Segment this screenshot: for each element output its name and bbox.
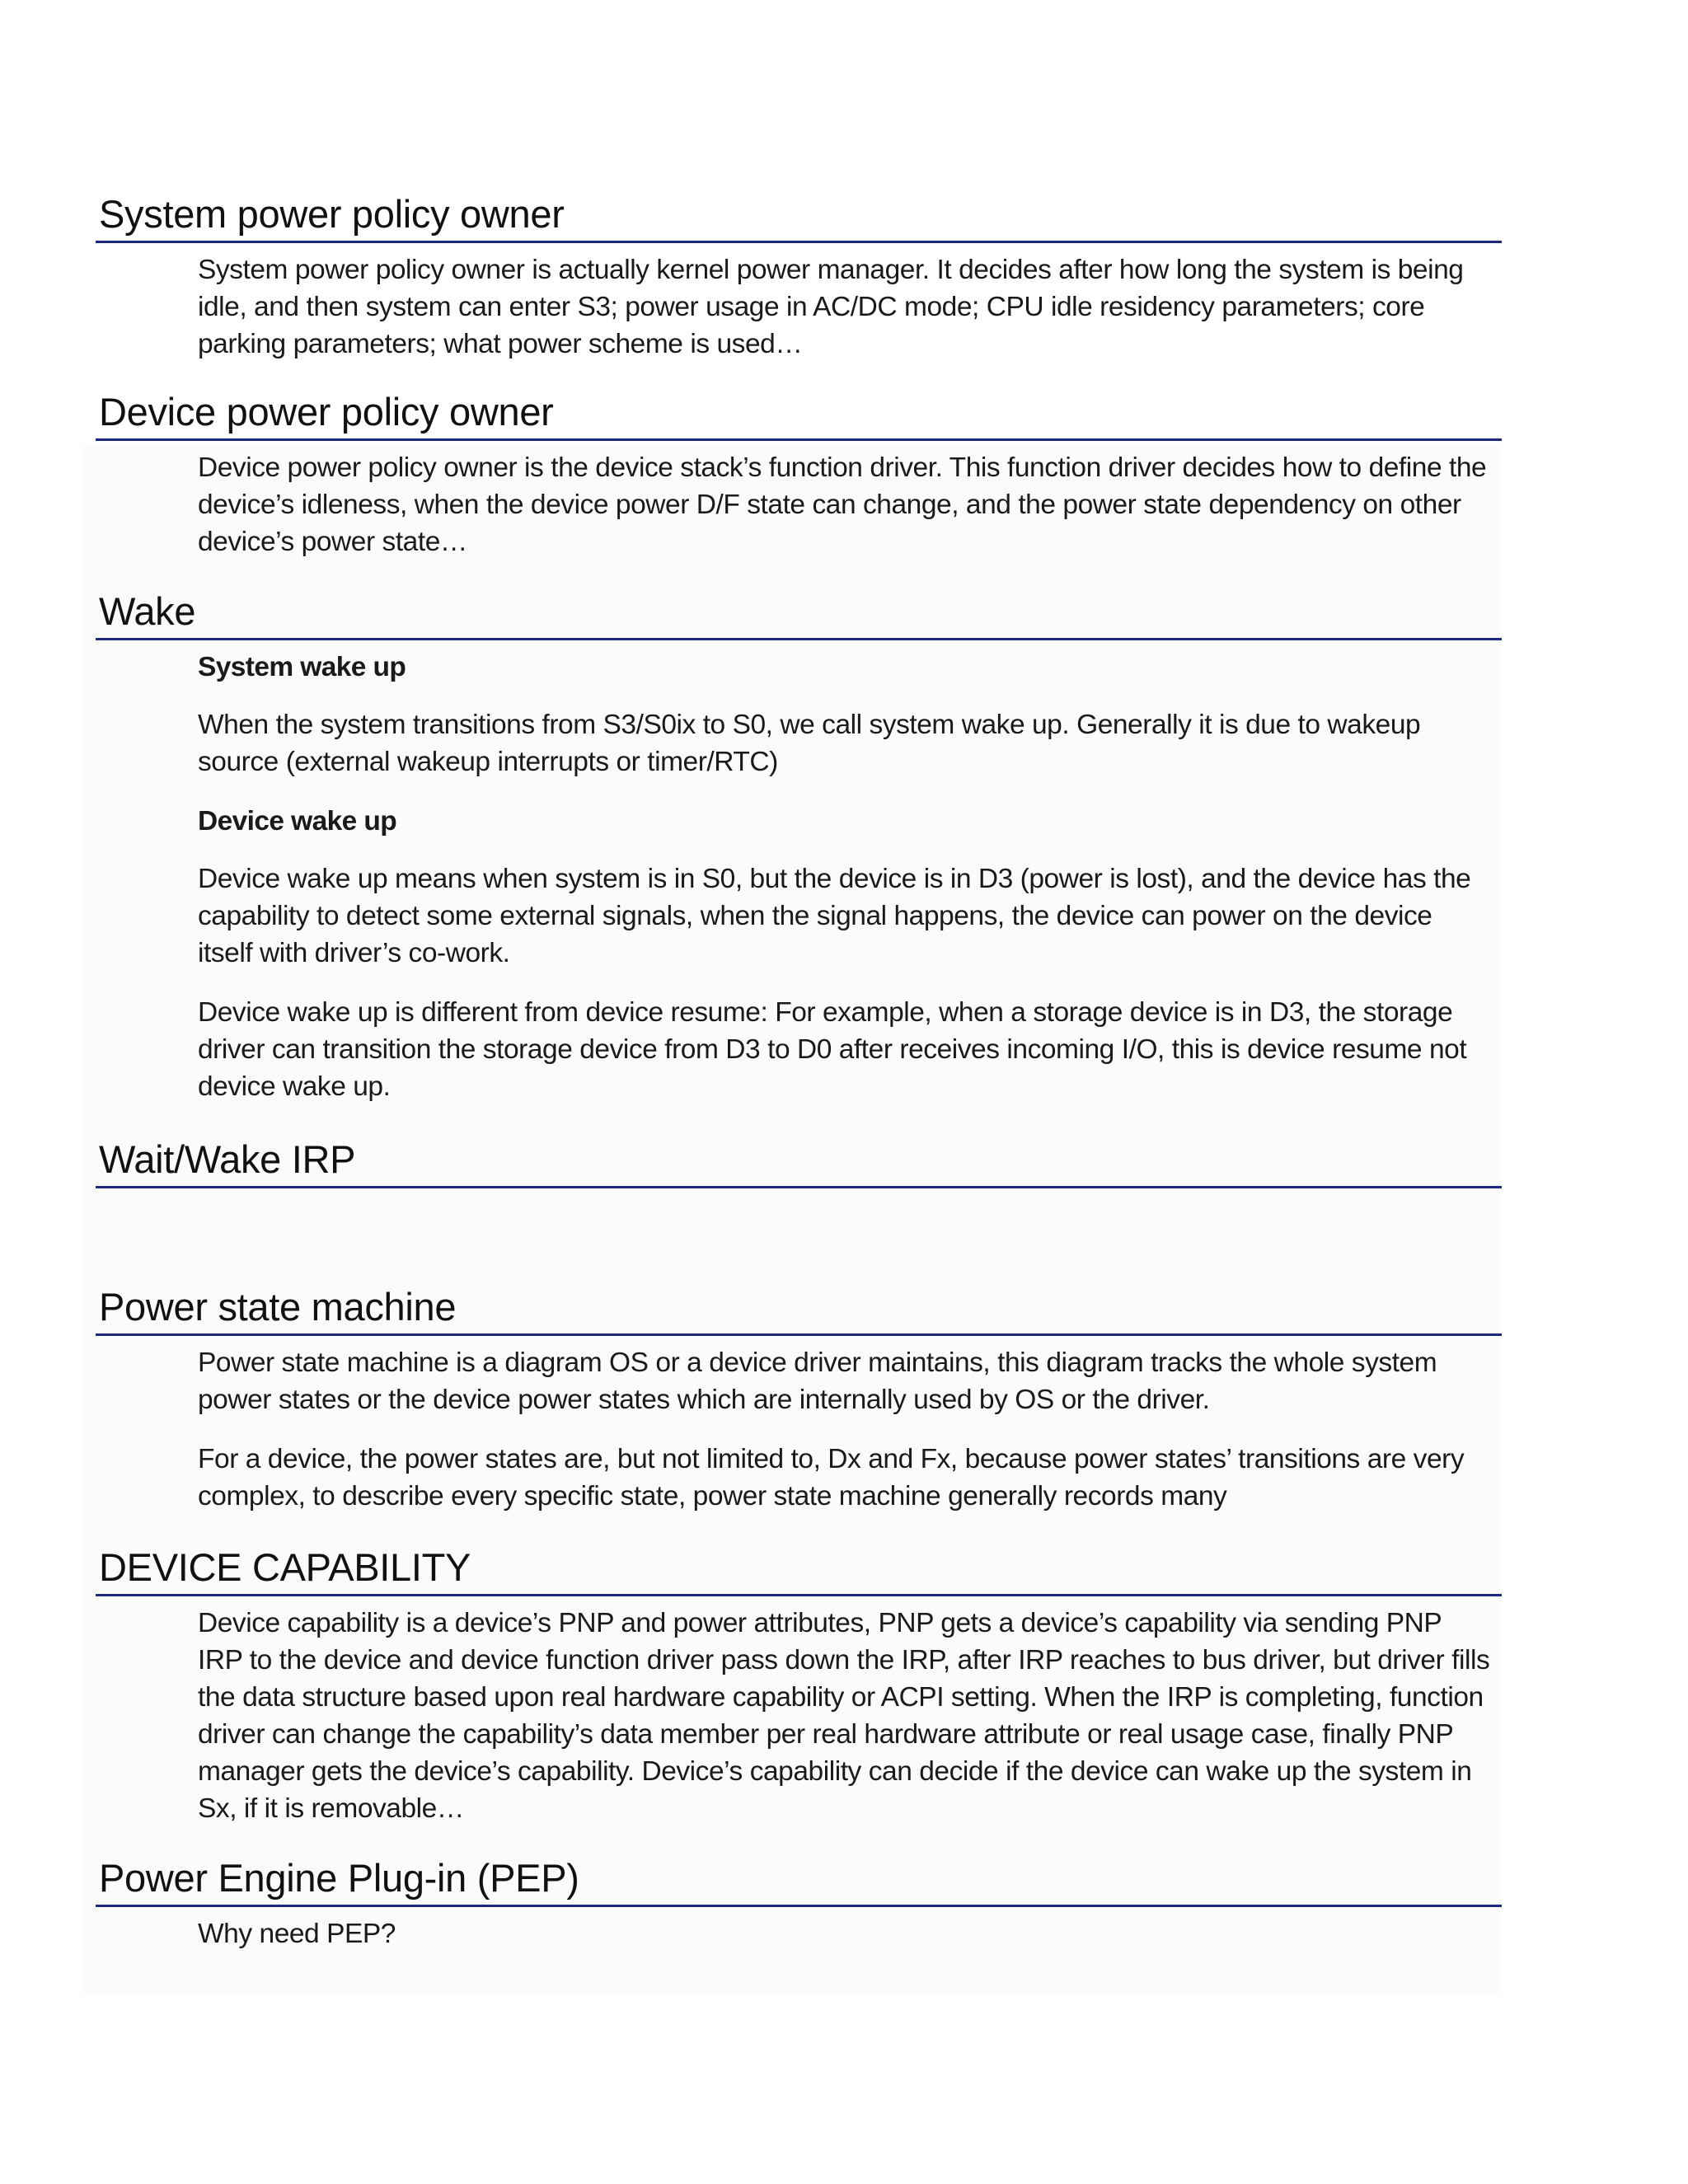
paragraph: Device capability is a device’s PNP and power attributes, PNP gets a device’s capability via sending PNP IRP to the device and device function driver pass down the IRP, after IRP reaches to bus driver, but driver fills the data structure based upon real hardware capability or ACPI setting. When the IRP is completing, function driver can change the capability’s data member per real hardware attribute or real usage case, finally PNP manager gets the device’s capability. Device’s capability can decide if the device can wake up the system in Sx, if it is removable…: [198, 1608, 1490, 1824]
paragraph: Device power policy owner is the device stack’s function driver. This function driver decides how to define the device’s idleness, when the device power D/F state can change, and the power state dependency on other device’s power state…: [198, 452, 1487, 557]
section-system-power-policy-owner: [96, 190, 1502, 363]
paragraph: Why need PEP?: [198, 1919, 396, 1949]
section-device-capability: [96, 1543, 1502, 1827]
paragraph: When the system transitions from S3/S0ix to S0, we call system wake up. Generally it is due to wakeup source (external wakeup interrupts or timer/RTC): [198, 710, 1421, 777]
section-body: [198, 243, 1492, 363]
subheading-system-wake-up: System wake up: [198, 652, 406, 682]
section-body: [198, 1596, 1492, 1827]
paragraph: For a device, the power states are, but not limited to, Dx and Fx, because power states’ transitions are very complex, to describe every specific state, power state machine generally records many: [198, 1444, 1465, 1511]
heading-device-power-policy-owner: Device power policy owner: [96, 387, 1502, 441]
heading-power-state-machine: Power state machine: [96, 1282, 1502, 1336]
section-power-engine-plug-in: [96, 1854, 1502, 1952]
heading-wake: Wake: [96, 587, 1502, 640]
section-wake: [96, 587, 1502, 1105]
subheading-device-wake-up: Device wake up: [198, 806, 397, 837]
paragraph: Device wake up means when system is in S0, but the device is in D3 (power is lost), and the device has the capability to detect some external signals, when the signal happens, the device can power on the device itself with driver’s co-work.: [198, 864, 1471, 968]
section-device-power-policy-owner: [96, 387, 1502, 560]
paragraph: Power state machine is a diagram OS or a device driver maintains, this diagram tracks the whole system power states or the device power states which are internally used by OS or the driver.: [198, 1347, 1437, 1415]
section-wait-wake-irp: [96, 1135, 1502, 1188]
section-body: [198, 1336, 1492, 1515]
paragraph: Device wake up is different from device resume: For example, when a storage device is in D3, the storage driver can transition the storage device from D3 to D0 after receives incoming I/O, this is device resume not device wake up.: [198, 997, 1467, 1102]
document-content: [96, 190, 1502, 1952]
section-power-state-machine: [96, 1282, 1502, 1515]
heading-system-power-policy-owner: System power policy owner: [96, 190, 1502, 243]
heading-power-engine-plug-in: Power Engine Plug-in (PEP): [96, 1854, 1502, 1907]
paragraph: System power policy owner is actually kernel power manager. It decides after how long the system is being idle, and then system can enter S3; power usage in AC/DC mode; CPU idle residency parameters; core parking parameters; what power scheme is used…: [198, 255, 1464, 359]
section-body: [198, 441, 1492, 560]
section-body: [198, 1907, 1492, 1952]
section-body: [198, 640, 1492, 1105]
heading-device-capability: DEVICE CAPABILITY: [96, 1543, 1502, 1596]
heading-wait-wake-irp: Wait/Wake IRP: [96, 1135, 1502, 1188]
